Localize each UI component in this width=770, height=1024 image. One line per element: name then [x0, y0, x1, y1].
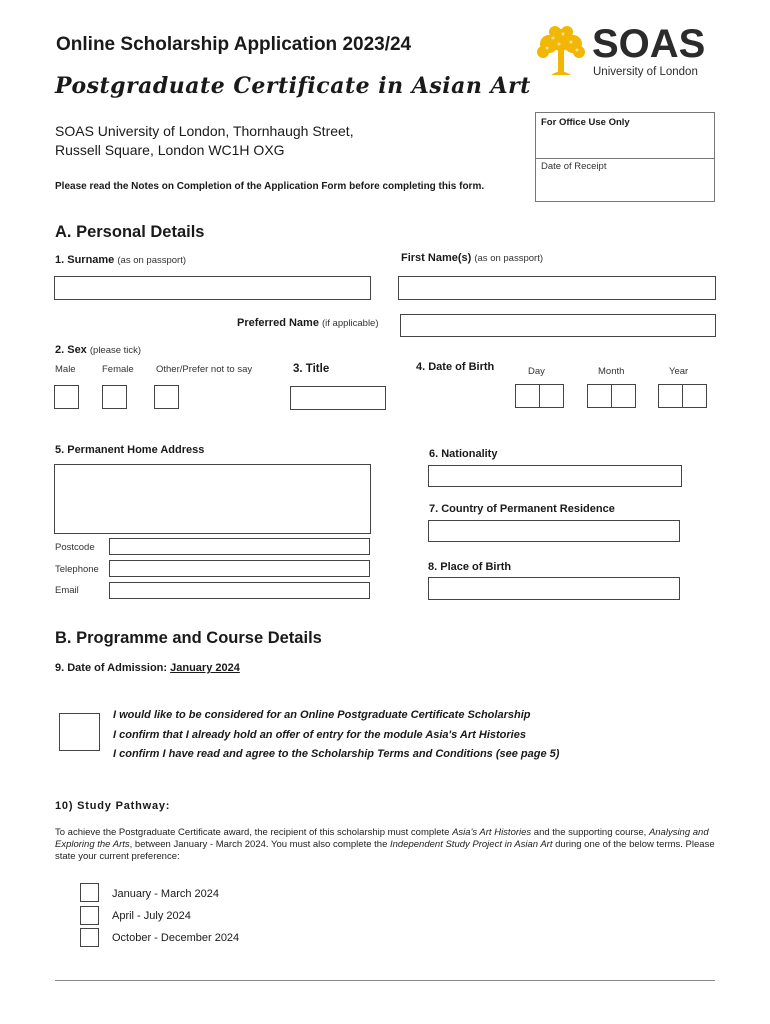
address-line-2: Russell Square, London WC1H OXG — [55, 142, 285, 158]
postcode-input[interactable] — [109, 538, 370, 555]
logo-subtitle: University of London — [593, 66, 698, 78]
dob-label: 4. Date of Birth — [416, 361, 495, 373]
section-a-title: A. Personal Details — [55, 223, 205, 241]
term-label-oct-dec: October - December 2024 — [112, 932, 240, 944]
soas-wordmark: SOAS — [592, 22, 706, 66]
term-checkbox-apr-jul[interactable] — [80, 906, 99, 925]
dob-month-digit-2[interactable] — [611, 384, 636, 408]
birthplace-label: 8. Place of Birth — [428, 561, 512, 573]
term-label-jan-mar: January - March 2024 — [112, 888, 219, 900]
sex-option-male-label: Male — [55, 364, 76, 375]
dob-year-digit-1[interactable] — [658, 384, 683, 408]
form-title: Online Scholarship Application 2023/24 — [56, 34, 412, 55]
surname-input[interactable] — [54, 276, 371, 300]
postcode-label: Postcode — [55, 542, 95, 553]
institution-address — [55, 122, 354, 160]
term-checkbox-oct-dec[interactable] — [80, 928, 99, 947]
surname-label: 1. Surname (as on passport) — [55, 254, 187, 266]
birthplace-input[interactable] — [428, 577, 680, 600]
home-address-label: 5. Permanent Home Address — [55, 444, 205, 456]
programme-title: Postgraduate Certificate in Asian Art — [55, 73, 531, 99]
consent-line-3: I confirm I have read and agree to the Scholarship Terms and Conditions (see page 5) — [113, 748, 560, 760]
preferred-name-input[interactable] — [400, 314, 716, 337]
nationality-label: 6. Nationality — [429, 448, 498, 460]
sex-option-other-label: Other/Prefer not to say — [156, 364, 253, 375]
office-use-box — [535, 112, 715, 202]
telephone-input[interactable] — [109, 560, 370, 577]
office-divider — [536, 158, 714, 159]
residence-label: 7. Country of Permanent Residence — [429, 503, 615, 515]
telephone-label: Telephone — [55, 564, 99, 575]
term-label-apr-jul: April - July 2024 — [112, 910, 191, 922]
first-name-input[interactable] — [398, 276, 716, 300]
section-b-title: B. Programme and Course Details — [55, 629, 322, 647]
dob-month-digit-1[interactable] — [587, 384, 612, 408]
dob-year-digit-2[interactable] — [682, 384, 707, 408]
date-of-receipt-label: Date of Receipt — [541, 161, 607, 172]
sex-female-checkbox[interactable] — [102, 385, 127, 409]
consent-line-2: I confirm that I already hold an offer of entry for the module Asia's Art Histories — [113, 729, 526, 741]
sex-male-checkbox[interactable] — [54, 385, 79, 409]
term-checkbox-jan-mar[interactable] — [80, 883, 99, 902]
dob-day-digit-2[interactable] — [539, 384, 564, 408]
study-pathway-label: 10) Study Pathway: — [55, 800, 171, 812]
admission-value: January 2024 — [170, 662, 240, 674]
first-name-label: First Name(s) (as on passport) — [401, 252, 544, 264]
dob-day-digit-1[interactable] — [515, 384, 540, 408]
footer-divider — [55, 980, 715, 981]
email-label: Email — [55, 585, 79, 596]
scholarship-consent-checkbox[interactable] — [59, 713, 100, 751]
home-address-input[interactable] — [54, 464, 371, 534]
dob-month-label: Month — [598, 366, 625, 377]
soas-tree-logo-icon — [533, 22, 589, 78]
office-use-label: For Office Use Only — [541, 117, 630, 128]
preferred-name-label: Preferred Name (if applicable) — [237, 317, 379, 329]
completion-notes: Please read the Notes on Completion of the Application Form before completing this form. — [55, 181, 485, 192]
nationality-input[interactable] — [428, 465, 682, 487]
residence-input[interactable] — [428, 520, 680, 542]
dob-day-label: Day — [528, 366, 545, 377]
admission-label: 9. Date of Admission: January 2024 — [55, 662, 240, 674]
consent-line-1: I would like to be considered for an Online Postgraduate Certificate Scholarship — [113, 709, 531, 721]
sex-option-female-label: Female — [102, 364, 134, 375]
study-pathway-description: To achieve the Postgraduate Certificate award, the recipient of this scholarship must complete Asia's Art Histories and the supporting course, Analysing and Exploring the Arts, between January - March 2024. You must also complete the Independent Study Project in Asian Art during one of the below terms. Please state your current preference: — [55, 827, 715, 862]
title-input[interactable] — [290, 386, 386, 410]
email-input[interactable] — [109, 582, 370, 599]
sex-label: 2. Sex (please tick) — [55, 344, 142, 356]
address-line-1: SOAS University of London, Thornhaugh Street, — [55, 123, 354, 139]
title-label: 3. Title — [293, 363, 330, 375]
sex-other-checkbox[interactable] — [154, 385, 179, 409]
dob-year-label: Year — [669, 366, 689, 377]
